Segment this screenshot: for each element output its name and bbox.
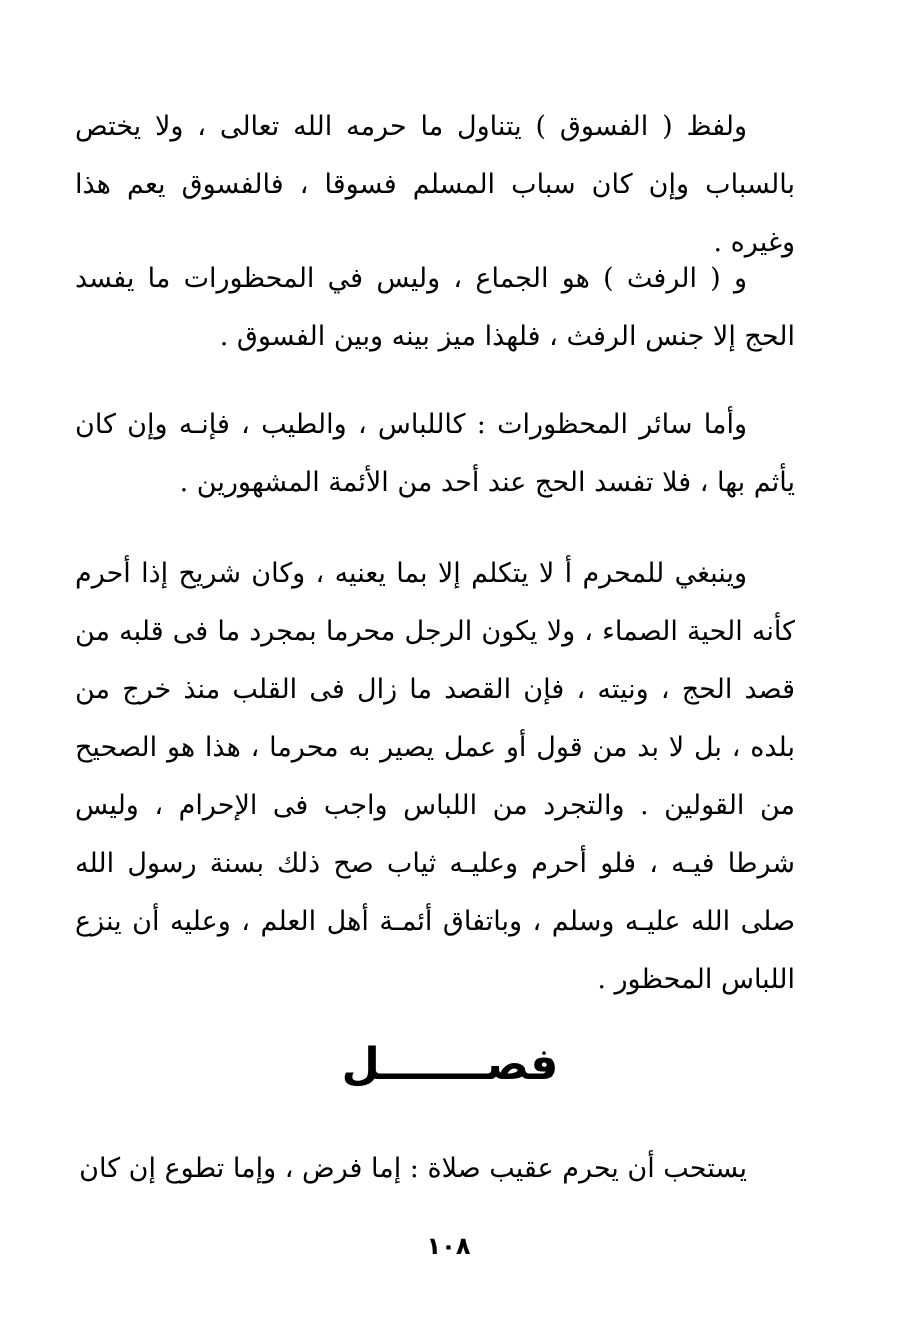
section-heading: فصـــــــل	[341, 1039, 559, 1090]
paragraph-text: و ( الرفث ) هو الجماع ، وليس في المحظورات ما يفسد الحج إلا جنس الرفث ، فلهذا ميز بينه وبين الفسوق .	[75, 263, 795, 352]
paragraph-text: يستحب أن يحرم عقيب صلاة : إما فرض ، وإما تطوع إن كان	[79, 1153, 747, 1184]
paragraph-text: وينبغي للمحرم أ لا يتكلم إلا بما يعنيه ، وكان شريح إذا أحرم كأنه الحية الصماء ، ولا يكون الرجل محرما بمجرد ما فى قلبه من قصد الحج ، ونيته ، فإن القصد ما زال فى القلب منذ خرج من بلده ، بل لا بد من قول أو عمل يصير به محرما ، هذا هو الصحيح من القولين . والتجرد من اللباس واجب فى الإحرام ، وليس شرطا فيـه ، فلو أحرم وعليـه ثياب صح ذلك بسنة رسول الله صلى الله عليـه وسلم ، وباتفاق أئمـة أهل العلم ، وعليه أن ينزع اللباس المحظور .	[75, 558, 795, 995]
paragraph-prohibitions	[75, 396, 795, 512]
page-number: ١٠٨	[426, 1232, 471, 1260]
paragraph-section-start	[75, 1140, 795, 1198]
paragraph-fusuq	[75, 98, 795, 272]
paragraph-text: وأما سائر المحظورات : كاللباس ، والطيب ، فإنـه وإن كان يأثم بها ، فلا تفسد الحج عند أحد من الأئمة المشهورين .	[75, 409, 795, 498]
paragraph-text: ولفظ ( الفسوق ) يتناول ما حرمه الله تعالى ، ولا يختص بالسباب وإن كان سباب المسلم فسوقا ، فالفسوق يعم هذا وغيره .	[75, 111, 795, 258]
paragraph-rafath	[75, 250, 795, 366]
paragraph-muhrim-conduct	[75, 545, 795, 1009]
